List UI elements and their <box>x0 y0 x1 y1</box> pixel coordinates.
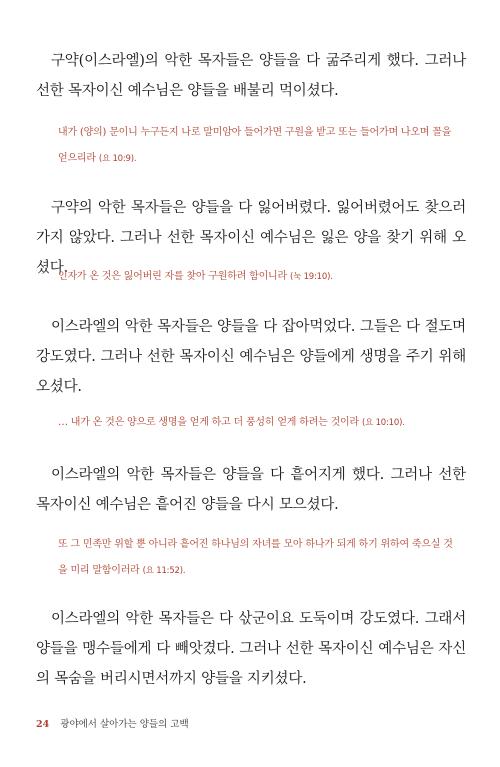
paragraph-5: 이스라엘의 악한 목자들은 다 삯군이요 도둑이며 강도였다. 그래서 양들을 맹수들에게 다 빼앗겼다. 그러나 선한 목자이신 예수님은 자신의 목숨을 버리시면서까지 양들을 지키셨다. <box>36 611 466 687</box>
paragraph-4: 이스라엘의 악한 목자들은 양들을 다 흩어지게 했다. 그러나 선한 목자이신 예수님은 흩어진 양들을 다시 모으셨다. <box>36 467 466 513</box>
verse-reference: (요 11:52). <box>142 566 186 576</box>
verse-text: 인자가 온 것은 잃어버린 자를 찾아 구원하려 함이니라 <box>58 271 287 282</box>
paragraph-1: 구약(이스라엘)의 악한 목자들은 양들을 다 굶주리게 했다. 그러나 선한 목자이신 예수님은 양들을 배불리 먹이셨다. <box>36 53 466 99</box>
verse-quote-1 <box>58 120 458 172</box>
paragraph-2: 구약의 악한 목자들은 양들을 다 잃어버렸다. 잃어버렸어도 찾으러 가지 않았다. 그러나 선한 목자이신 예수님은 잃은 양을 찾기 위해 오셨다. <box>36 200 466 276</box>
verse-text: … 내가 온 것은 양으로 생명을 얻게 하고 더 풍성히 얻게 하려는 것이라 <box>58 417 359 428</box>
page-footer <box>36 716 189 730</box>
page-number: 24 <box>36 719 50 730</box>
verse-reference: (눅 19:10). <box>289 272 333 282</box>
running-title: 광야에서 살아가는 양들의 고백 <box>60 719 189 730</box>
verse-text: 내가 (양의) 문이니 누구든지 나로 말미암아 들어가면 구원을 받고 또는 들어가며 나오며 꼴을 얻으리라 <box>58 127 452 164</box>
verse-reference: (요 10:9). <box>98 154 137 164</box>
verse-reference: (요 10:10). <box>361 418 405 428</box>
verse-quote-3 <box>58 410 458 436</box>
verse-quote-2 <box>58 264 458 290</box>
paragraph-3: 이스라엘의 악한 목자들은 양들을 다 잡아먹었다. 그들은 다 절도며 강도였다. 그러나 선한 목자이신 예수님은 양들에게 생명을 주기 위해 오셨다. <box>36 319 466 395</box>
verse-quote-4 <box>58 532 458 584</box>
verse-text: 또 그 민족만 위할 뿐 아니라 흩어진 하나님의 자녀를 모아 하나가 되게 하기 위하여 죽으실 것을 미리 말함이러라 <box>58 539 453 576</box>
